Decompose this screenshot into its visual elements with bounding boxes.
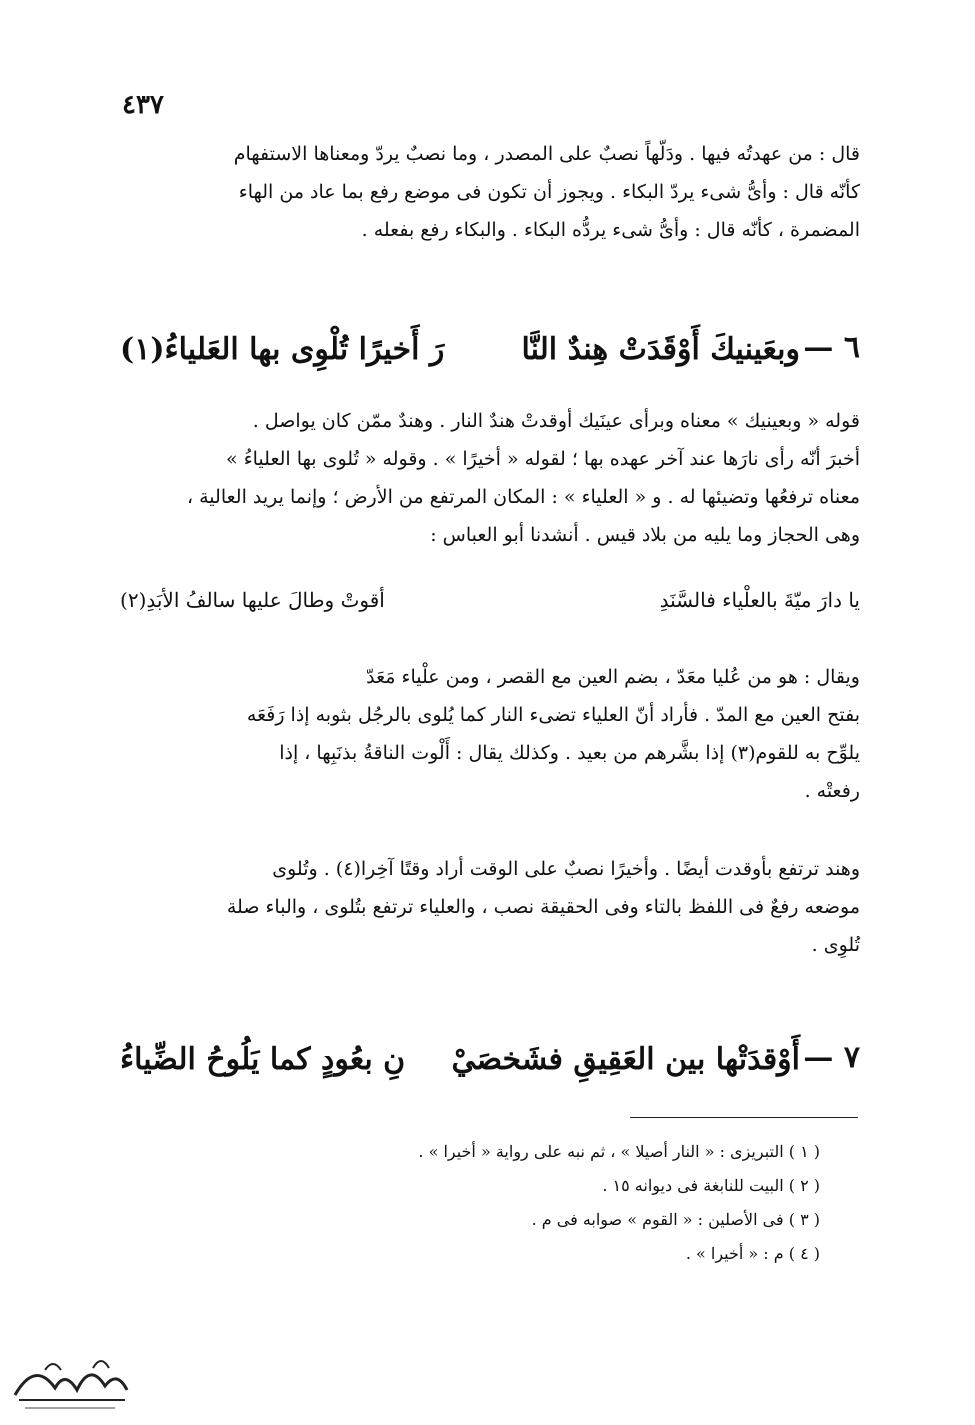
verse-hemistich-second: أقوتْ وطالَ عليها سالفُ الأبَدِ(٢) [120,588,385,612]
commentary-paragraph-1 [125,135,860,249]
verse-hemistich-first: يا دارَ ميّةَ بالعلْياء فالسَّنَدِ [659,588,860,612]
page-number: ٤٣٧ [122,90,164,120]
footnote: ( ٢ ) البيت للنابغة فى ديوانه ١٥ . [602,1176,820,1195]
text-line: تُلوِى . [811,934,860,956]
footnote: ( ٣ ) فى الأصلين : « القوم » صوابه فى م . [531,1210,820,1229]
text-line: قال : من عهدتُه فيها . ودَلّهاً نصبٌ على المصدر ، وما نصبٌ يردّ ومعناها الاستفهام [233,143,860,165]
text-line: بفتح العين مع المدّ . فأراد أنّ العلياء تضىء النار كما يُلوى بالرجُل بثوبه إذا رَفَعَه [246,704,860,726]
verse-hemistich-second: رَ أَخيرًا تُلْوِى بها العَلياءُ(١) [120,332,445,367]
text-line: المضمرة ، كأنّه قال : وأىُّ شىء يردُّه البكاء . والبكاء رفع بفعله . [361,219,860,241]
footnote-divider [630,1117,858,1118]
commentary-paragraph-4 [125,850,860,964]
text-line: ويقال : هو من عُليا معَدّ ، بضم العين مع القصر ، ومن علْياء مَعَدّ [366,666,860,688]
verse-hemistich-first: أَوْقدَتْها بين العَقِيقِ فشَخصَيْ [451,1042,800,1077]
text-line: موضعه رفعٌ فى اللفظ بالتاء وفى الحقيقة نصب ، والعلياء ترتفع بتُلوى ، والباء صلة [226,896,860,918]
footnote: ( ٤ ) م : « أخيرا » . [685,1244,820,1263]
verse-number: ٦ — [803,330,860,365]
text-line: كأنّه قال : وأىُّ شىء يردّ البكاء . ويجوز أن تكون فى موضع رفع بما عاد من الهاء [238,181,860,203]
verse-6 [120,330,860,380]
text-line: وهند ترتفع بأوقدت أيضًا . وأخيرًا نصبٌ على الوقت أراد وقتًا آخِرا(٤) . وتُلوى [272,858,860,880]
text-line: أخبرَ أنّه رأى نارَها عند آخر عهده بها ؛ لقوله « أخيرًا » . وقوله « تُلوى بها العلياءُ » [226,448,860,470]
verse-number: ٧ — [803,1040,860,1075]
text-line: وهى الحجاز وما يليه من بلاد قيس . أنشدنا أبو العباس : [430,524,860,546]
footnote: ( ١ ) التبريزى : « النار أصيلا » ، ثم نبه على رواية « أخيرا » . [418,1142,820,1161]
quoted-verse [120,588,860,624]
text-line: قوله « وبعينيك » معناه وبرأى عينَيك أوقدتْ هندٌ النار . وهندٌ ممّن كان يواصل . [252,410,860,432]
verse-hemistich-second: نِ بعُودٍ كما يَلُوحُ الضِّياءُ [120,1042,406,1077]
library-stamp-logo [5,1340,135,1415]
commentary-paragraph-3 [125,658,860,810]
text-line: معناه ترفعُها وتضيئها له . و « العلياء » : المكان المرتفع من الأرض ؛ وإنما يريد العالية ، [186,486,860,508]
commentary-paragraph-2 [125,402,860,554]
verse-7 [120,1040,860,1090]
verse-hemistich-first: وبعَينيكَ أَوْقَدَتْ هِندٌ النَّا [521,332,800,367]
text-line: رفعتْه . [804,780,860,802]
text-line: يلوِّح به للقوم(٣) إذا بشَّرهم من بعيد . وكذلك يقال : أَلْوت الناقةُ بذنَبِها ، إذا [279,742,860,764]
